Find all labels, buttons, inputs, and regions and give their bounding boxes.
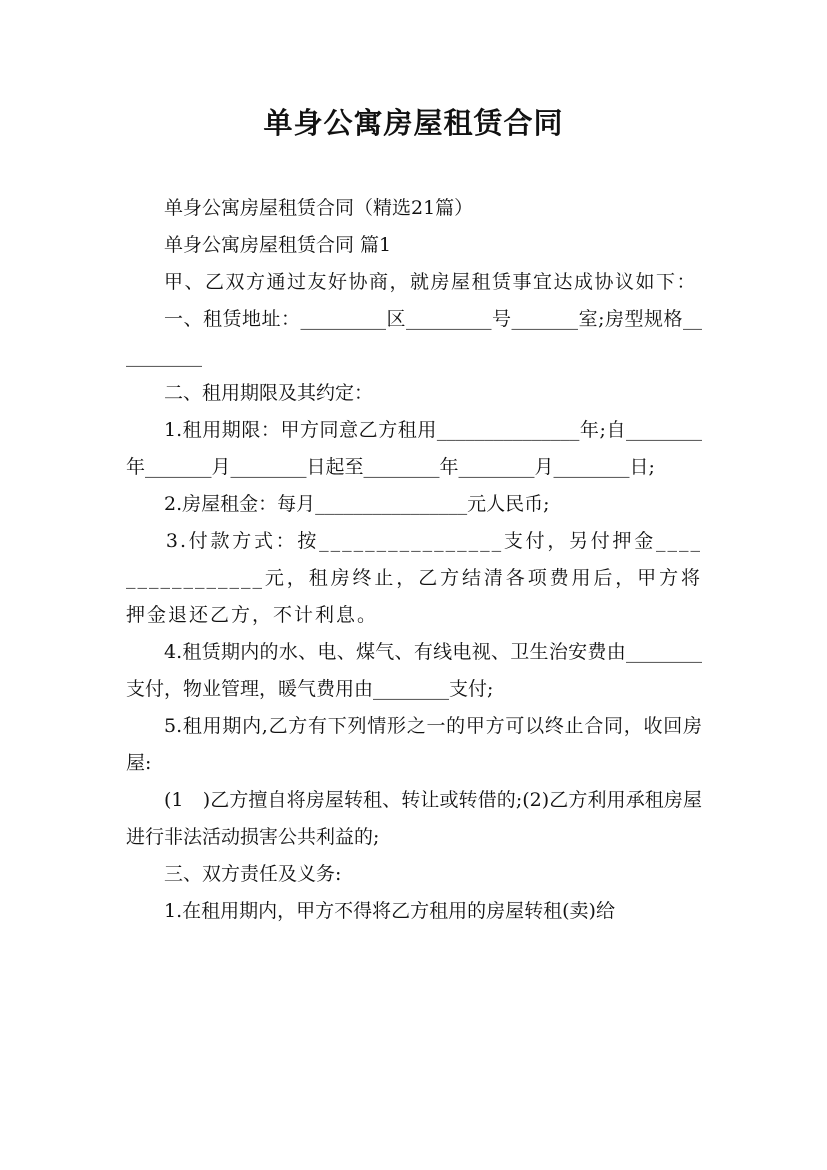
paragraph-payment: 3.付款方式：按________________支付，另付押金________________元，租房终止，乙方结清各项费用后，甲方将押金退还乙方，不计利息。 <box>126 530 702 626</box>
paragraph-lease-address: 一、租赁地址：_________区_________号_______室;房型规格__________ <box>126 308 702 367</box>
document-body <box>126 190 702 930</box>
document-title: 单身公寓房屋租赁合同 <box>263 106 564 140</box>
paragraph-intro: 甲、乙双方通过友好协商，就房屋租赁事宜达成协议如下： <box>164 271 698 293</box>
paragraph-lease-term: 1.租用期限：甲方同意乙方租用_______________年;自________年_______月________日起至________年________月________日; <box>126 419 702 478</box>
paragraph-duty-1: 1.在租用期内，甲方不得将乙方租用的房屋转租(卖)给 <box>164 900 615 922</box>
paragraph-section-heading: 单身公寓房屋租赁合同 篇1 <box>164 234 392 256</box>
paragraph-utilities: 4.租赁期内的水、电、煤气、有线电视、卫生治安费由________支付，物业管理，暖气费用由________支付; <box>126 641 702 700</box>
paragraph-term-heading: 二、租用期限及其约定： <box>164 382 374 404</box>
paragraph-termination-items: (1 )乙方擅自将房屋转租、转让或转借的;(2)乙方利用承租房屋进行非法活动损害公共利益的; <box>126 789 702 848</box>
paragraph-rent: 2.房屋租金：每月________________元人民币; <box>164 493 550 515</box>
paragraph-subtitle: 单身公寓房屋租赁合同（精选21篇） <box>164 197 474 219</box>
paragraph-duties-heading: 三、双方责任及义务: <box>164 863 342 885</box>
paragraph-termination: 5.租用期内,乙方有下列情形之一的甲方可以终止合同，收回房屋: <box>126 715 702 774</box>
